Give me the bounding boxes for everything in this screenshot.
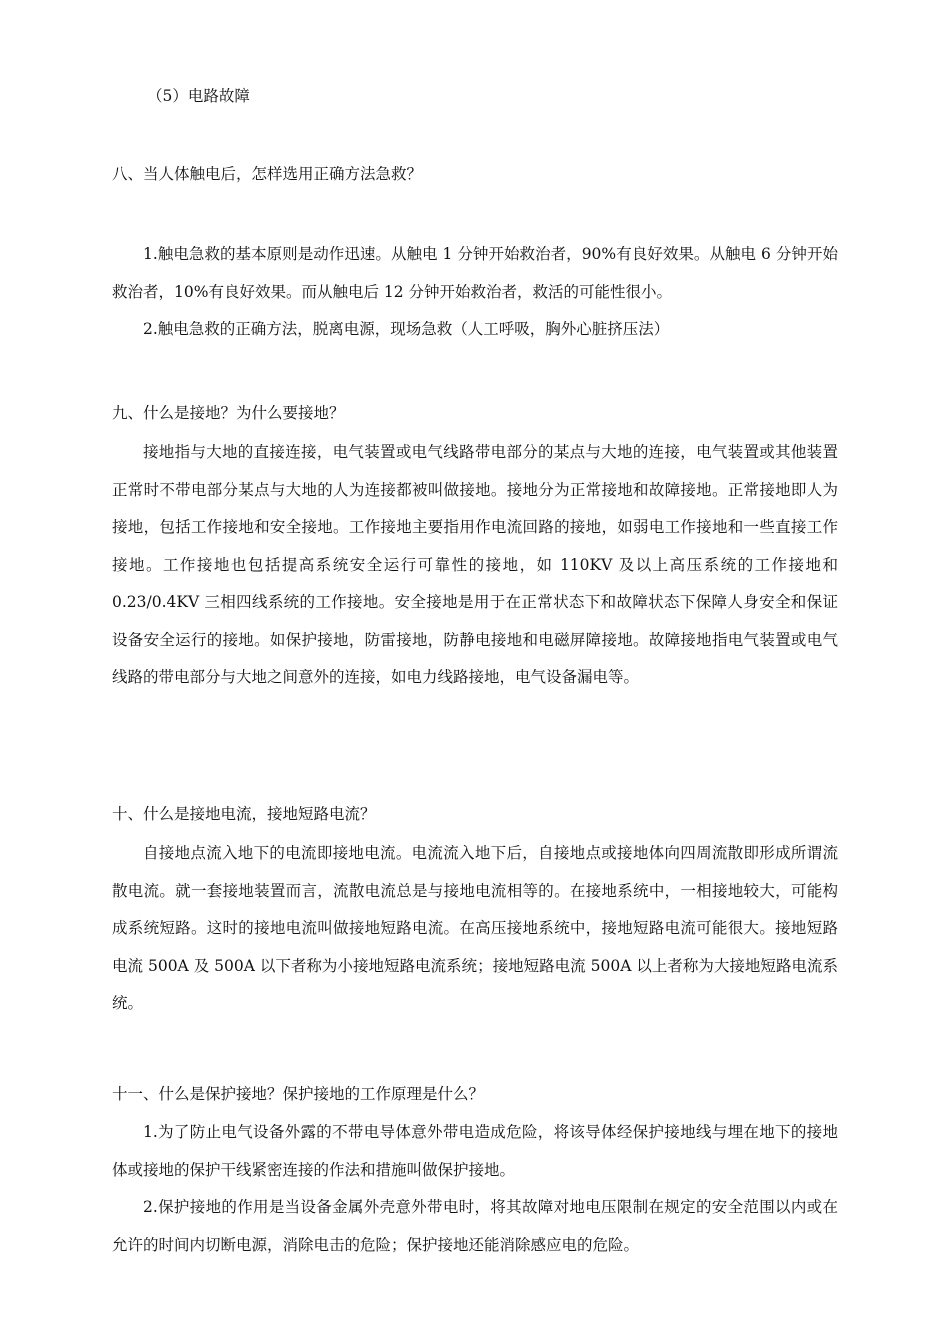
section-10-heading: 十、什么是接地电流，接地短路电流？ [112,805,376,823]
section-8-paragraph-1: 1.触电急救的基本原则是动作迅速。从触电 1 分钟开始救治者，90%有良好效果。从触电 6 分钟开始救治者，10%有良好效果。而从触电后 12 分钟开始救治者，救活的可能性很小。 [112,245,838,301]
section-10-paragraph-1: 自接地点流入地下的电流即接地电流。电流流入地下后，自接地点或接地体向四周流散即形成所谓流散电流。就一套接地装置而言，流散电流总是与接地电流相等的。在接地系统中，一相接地较大，可能构成系统短路。这时的接地电流叫做接地短路电流。在高压接地系统中，接地短路电流可能很大。接地短路电流 500A 及 500A 以下者称为小接地短路电流系统；接地短路电流 500A 以上者称为大接地短路电流系统。 [112,844,838,1012]
section-8-body [112,236,838,349]
section-10-body [112,835,838,1023]
section-9-heading: 九、什么是接地？为什么要接地？ [112,404,345,422]
section-11-paragraph-1: 1.为了防止电气设备外露的不带电导体意外带电造成危险，将该导体经保护接地线与埋在地下的接地体或接地的保护干线紧密连接的作法和措施叫做保护接地。 [112,1123,838,1179]
section-8-paragraph-2: 2.触电急救的正确方法，脱离电源，现场急救（人工呼吸，胸外心脏挤压法） [143,320,670,338]
section-11-paragraph-2: 2.保护接地的作用是当设备金属外壳意外带电时，将其故障对地电压限制在规定的安全范围以内或在允许的时间内切断电源，消除电击的危险；保护接地还能消除感应电的危险。 [112,1198,838,1254]
section-11-heading: 十一、什么是保护接地？保护接地的工作原理是什么？ [112,1085,485,1103]
section-9-body [112,434,838,697]
section-9-paragraph-1: 接地指与大地的直接连接，电气装置或电气线路带电部分的某点与大地的连接，电气装置或其他装置正常时不带电部分某点与大地的人为连接都被叫做接地。接地分为正常接地和故障接地。正常接地即人为接地，包括工作接地和安全接地。工作接地主要指用作电流回路的接地，如弱电工作接地和一些直接工作接地。工作接地也包括提高系统安全运行可靠性的接地，如 110KV 及以上高压系统的工作接地和 0.23/0.4KV 三相四线系统的工作接地。安全接地是用于在正常状态下和故障状态下保障人身安全和保证设备安全运行的接地。如保护接地，防雷接地，防静电接地和电磁屏障接地。故障接地指电气装置或电气线路的带电部分与大地之间意外的连接，如电力线路接地，电气设备漏电等。 [112,443,838,686]
section-8-heading: 八、当人体触电后，怎样选用正确方法急救？ [112,165,423,183]
list-item-5: （5）电路故障 [147,87,250,105]
section-11-body [112,1114,838,1264]
